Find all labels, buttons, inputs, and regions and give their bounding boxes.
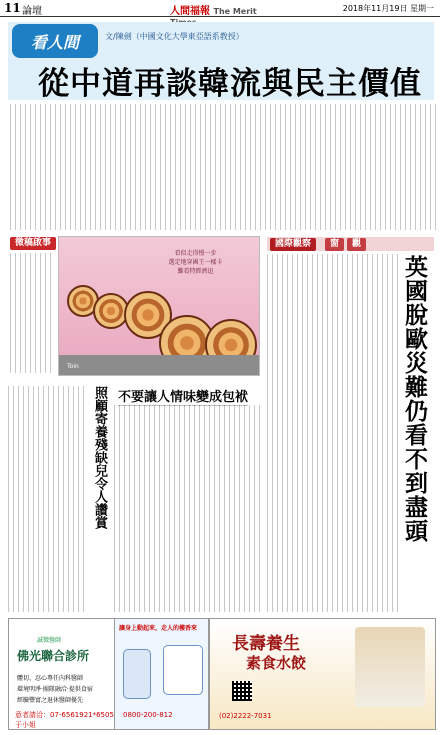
section-name: 論壇 xyxy=(22,6,42,17)
publication-date: 2018年11月19日 星期一 xyxy=(342,4,434,13)
product-bottle-icon xyxy=(123,649,151,699)
food-ad[interactable] xyxy=(209,618,436,730)
column-logo: 看人間 xyxy=(12,24,98,58)
left-bottom-headline: 照顧寄養殘缺兒令人讚賞 xyxy=(92,386,107,529)
health-phone: 0800-200-812 xyxy=(123,711,173,719)
clinic-line3: 經驗豐富之退休醫師優先 xyxy=(17,697,84,704)
cartoon-signature: Toin xyxy=(67,363,79,370)
left-column-text xyxy=(10,253,54,373)
cartoon-caption: 看似走得慢一步 選定地穿國王一樣卡 難看特經濟迅 xyxy=(168,250,223,275)
masthead-title: 人間福報 xyxy=(170,6,210,17)
product-box-icon xyxy=(163,645,203,695)
clinic-phone: 意者請洽：07-6561921*6505 于小姐 xyxy=(15,711,114,729)
masthead xyxy=(170,2,270,17)
clinic-line2: 環境明淨‧團隊融洽‧提供食宿 xyxy=(17,686,93,693)
food-title: 長壽養生 xyxy=(232,634,300,654)
right-article-text xyxy=(267,254,401,612)
center-article-text xyxy=(114,405,264,612)
health-product-ad[interactable] xyxy=(114,618,209,730)
section-label: 微稿啟事 xyxy=(10,237,56,250)
editorial-cartoon xyxy=(58,236,260,376)
clinic-ad[interactable] xyxy=(8,618,122,730)
food-phone: (02)2222-7031 xyxy=(219,712,272,720)
window-tag: 窗 xyxy=(325,238,344,251)
clinic-sub: 誠徵醫師 xyxy=(37,637,62,644)
cartoon-ground xyxy=(59,355,259,375)
clinic-name: 佛光聯合診所 xyxy=(17,649,90,663)
observe-tag: 觀 xyxy=(347,238,366,251)
byline: 文/陳劍（中國文化大學東亞語系教授） xyxy=(105,32,244,41)
chef-image xyxy=(355,627,425,707)
food-subtitle: 素食水餃 xyxy=(246,654,307,672)
center-headline: 不要讓人情味變成包袱 xyxy=(118,386,248,406)
page-number: 11 xyxy=(4,1,21,15)
left-bottom-article-text xyxy=(8,386,88,612)
main-headline: 從中道再談韓流與民主價值 xyxy=(38,66,422,102)
health-title: 讓身上動起來，走人的樓香來 xyxy=(119,625,198,632)
right-headline: 英國脫歐災難仍看不到盡頭 xyxy=(401,255,428,543)
clinic-line1: 體切、忍心專任內科醫師 xyxy=(17,675,84,682)
international-label: 國際觀察 xyxy=(270,238,316,251)
article-text-block xyxy=(10,104,436,230)
masthead-english: The Merit xyxy=(213,7,257,16)
qr-code-icon xyxy=(232,681,252,701)
